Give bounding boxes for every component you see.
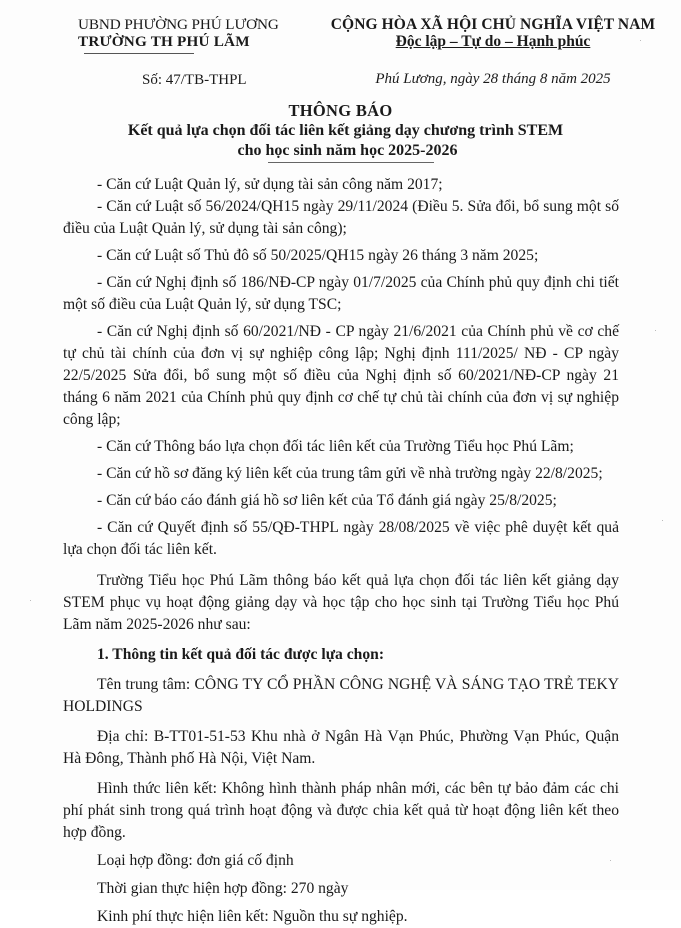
school-name: TRƯỜNG TH PHÚ LÃM bbox=[78, 33, 250, 50]
title-underline bbox=[268, 162, 434, 163]
school-underline bbox=[84, 53, 194, 54]
document-number: Số: 47/TB-THPL bbox=[142, 72, 247, 88]
legal-basis-item: - Căn cứ báo cáo đánh giá hồ sơ liên kết của Tổ đánh giá ngày 25/8/2025; bbox=[97, 492, 557, 509]
legal-basis-item: - Căn cứ Quyết định số 55/QĐ-THPL ngày 28/08/2025 về việc phê duyệt kết quả lựa chọn đối tác liên kết. bbox=[63, 519, 619, 558]
center-name: Tên trung tâm: CÔNG TY CỔ PHẦN CÔNG NGHỆ VÀ SÁNG TẠO TRẺ TEKY HOLDINGS bbox=[63, 676, 619, 715]
funding-source: Kinh phí thực hiện liên kết: Nguồn thu sự nghiệp. bbox=[97, 908, 408, 925]
document-subtitle-line1: Kết quả lựa chọn đối tác liên kết giảng dạy chương trình STEM bbox=[127, 122, 564, 139]
national-title: CỘNG HÒA XÃ HỘI CHỦ NGHĨA VIỆT NAM bbox=[330, 16, 656, 33]
document-body bbox=[63, 174, 619, 928]
authority-name: UBND PHƯỜNG PHÚ LƯƠNG bbox=[78, 16, 279, 33]
contract-duration: Thời gian thực hiện hợp đồng: 270 ngày bbox=[97, 880, 349, 897]
scan-speck bbox=[610, 860, 611, 861]
legal-basis-item: - Căn cứ Luật số 56/2024/QH15 ngày 29/11/2024 (Điều 5. Sửa đổi, bổ sung một số điều của Luật Quản lý, sử dụng tài sản công); bbox=[63, 198, 619, 237]
legal-basis-item: - Căn cứ Nghị định số 186/NĐ-CP ngày 01/7/2025 của Chính phủ quy định chi tiết một số điều của Luật Quản lý, sử dụng TSC; bbox=[63, 274, 619, 313]
national-motto: Độc lập – Tự do – Hạnh phúc bbox=[395, 33, 591, 50]
legal-basis-item: - Căn cứ Luật Quản lý, sử dụng tài sản công năm 2017; bbox=[97, 176, 443, 193]
scan-speck bbox=[30, 600, 31, 601]
section-1-heading: 1. Thông tin kết quả đối tác được lựa chọn: bbox=[97, 646, 385, 663]
document-subtitle-line2: cho học sinh năm học 2025-2026 bbox=[237, 142, 458, 159]
issuing-authority-block bbox=[78, 16, 318, 88]
legal-basis-item: - Căn cứ Nghị định số 60/2021/NĐ - CP ngày 21/6/2021 của Chính phủ về cơ chế tự chủ tài chính của đơn vị sự nghiệp công lập; Nghị định 111/2025/ NĐ - CP ngày 22/5/2025 Sửa đổi, bổ sung một số điều của Nghị định số 60/2021/NĐ-CP ngày 21 tháng 6 năm 2021 của Chính phủ quy định cơ chế tự chủ tài chính của đơn vị sự nghiệp công lập; bbox=[63, 323, 619, 428]
legal-basis-item: - Căn cứ Luật số Thủ đô số 50/2025/QH15 ngày 26 tháng 3 năm 2025; bbox=[97, 247, 539, 264]
national-header-block bbox=[318, 16, 668, 88]
contract-type: Loại hợp đồng: đơn giá cố định bbox=[97, 852, 294, 869]
legal-basis-item: - Căn cứ Thông báo lựa chọn đối tác liên kết của Trường Tiểu học Phú Lãm; bbox=[97, 438, 574, 455]
document-heading: THÔNG BÁO bbox=[288, 101, 393, 120]
intro-paragraph: Trường Tiểu học Phú Lãm thông báo kết quả lựa chọn đối tác liên kết giảng dạy STEM phục vụ hoạt động giảng dạy và học tập cho học sinh tại Trường Tiểu học Phú Lãm năm 2025-2026 như sau: bbox=[63, 572, 619, 633]
document-title-block bbox=[0, 101, 681, 161]
legal-basis-item: - Căn cứ hồ sơ đăng ký liên kết của trung tâm gửi về nhà trường ngày 22/8/2025; bbox=[97, 465, 603, 482]
center-address: Địa chỉ: B-TT01-51-53 Khu nhà ở Ngân Hà Vạn Phúc, Phường Vạn Phúc, Quận Hà Đông, Thành phố Hà Nội, Việt Nam. bbox=[63, 728, 619, 767]
partnership-form: Hình thức liên kết: Không hình thành pháp nhân mới, các bên tự bảo đảm các chi phí phát sinh trong quá trình hoạt động và được chia kết quả từ hoạt động liên kết theo hợp đồng. bbox=[63, 780, 619, 841]
scan-speck bbox=[655, 330, 656, 331]
scan-speck bbox=[662, 520, 663, 521]
scan-speck bbox=[640, 40, 641, 41]
place-and-date: Phú Lương, ngày 28 tháng 8 năm 2025 bbox=[375, 71, 611, 87]
